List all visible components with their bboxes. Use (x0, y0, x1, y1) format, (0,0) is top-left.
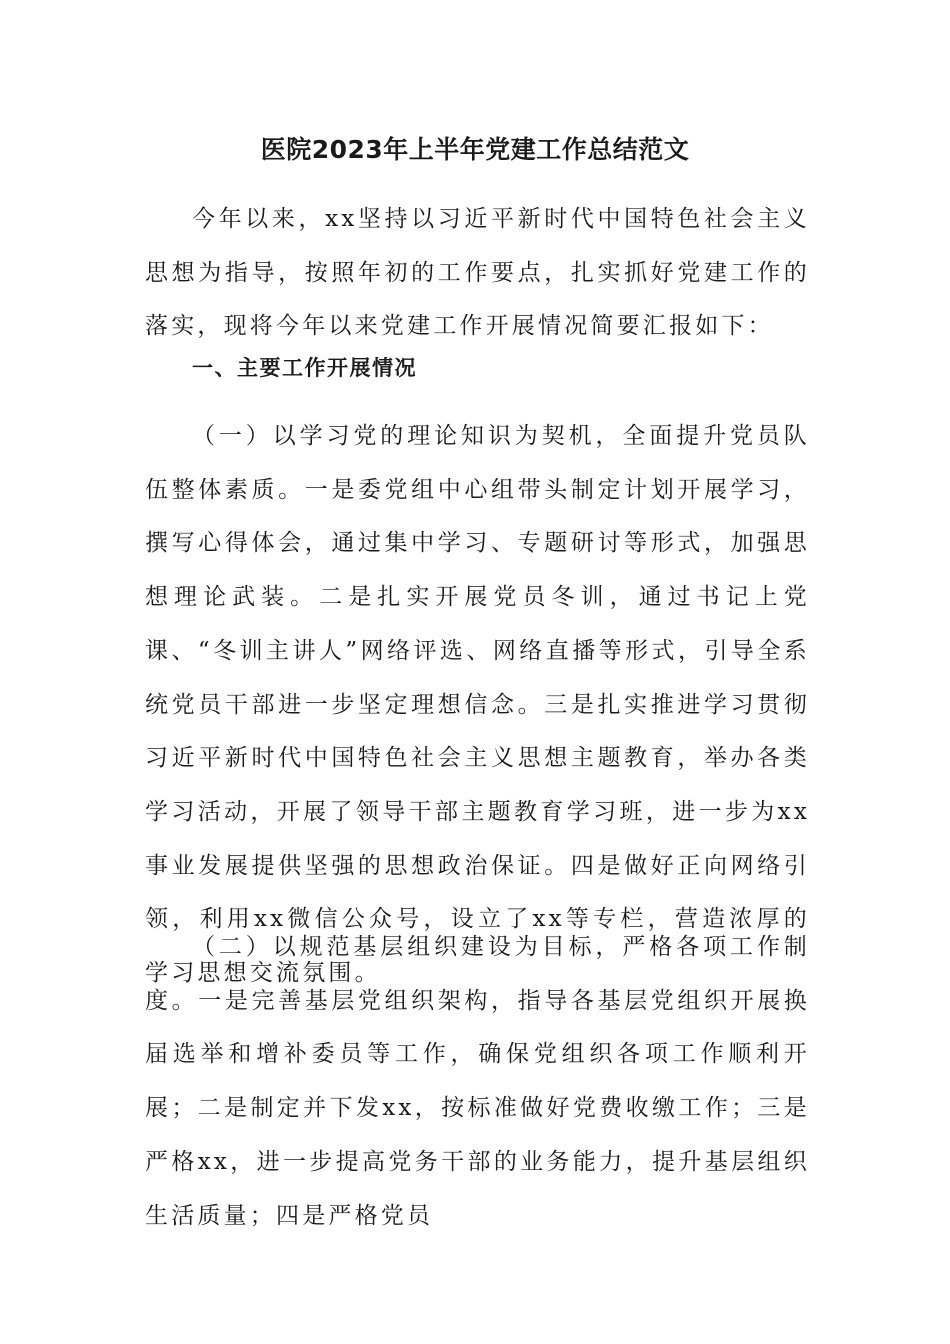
document-title: 医院2023年上半年党建工作总结范文 (260, 135, 690, 164)
intro-paragraph: 今年以来，xx坚持以习近平新时代中国特色社会主义思想为指导，按照年初的工作要点，扎实抓好党建工作的落实，现将今年以来党建工作开展情况简要汇报如下： (145, 206, 810, 340)
body-paragraph-2: （二）以规范基层组织建设为目标，严格各项工作制度。一是完善基层党组织架构，指导各基层党组织开展换届选举和增补委员等工作，确保党组织各项工作顺利开展；二是制定并下发xx，按标准做好党费收缴工作；三是严格xx，进一步提高党务干部的业务能力，提升基层组织生活质量；四是严格党员 (145, 934, 810, 1229)
section-heading: 一、主要工作开展情况 (192, 356, 417, 380)
body-paragraph-1: （一）以学习党的理论知识为契机，全面提升党员队伍整体素质。一是委党组中心组带头制定计划开展学习，撰写心得体会，通过集中学习、专题研讨等形式，加强思想理论武装。二是扎实开展党员冬训，通过书记上党课、“冬训主讲人”网络评选、网络直播等形式，引导全系统党员干部进一步坚定理想信念。三是扎实推进学习贯彻习近平新时代中国特色社会主义思想主题教育，举办各类学习活动，开展了领导干部主题教育学习班，进一步为xx事业发展提供坚强的思想政治保证。四是做好正向网络引领，利用xx微信公众号，设立了xx等专栏，营造浓厚的学习思想交流氛围。 (145, 423, 810, 987)
